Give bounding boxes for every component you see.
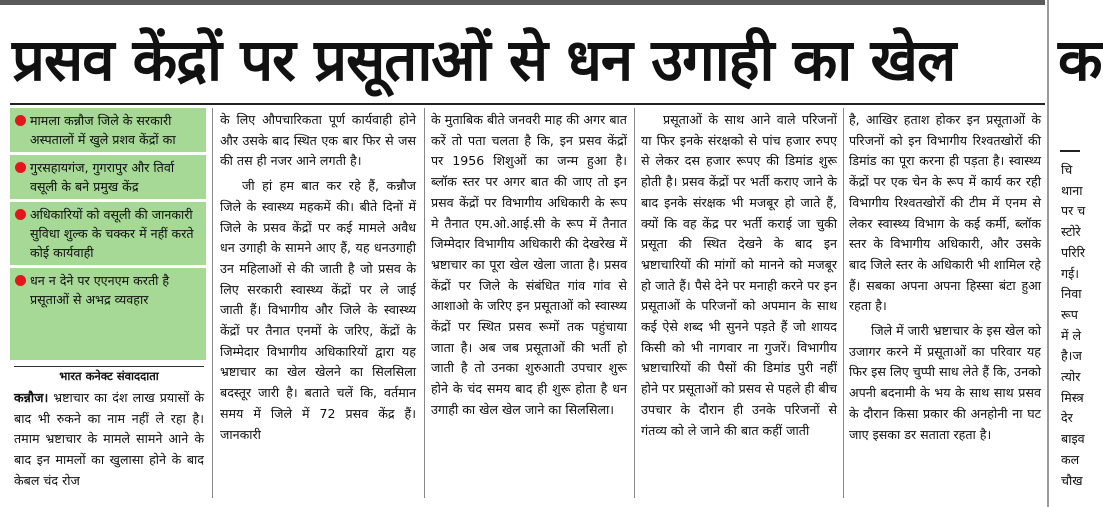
paragraph: है, आखिर हताश होकर इन प्रसूताओं के परिजनों को इन विभागीय रिश्वतखोरों की डिमांड का पूरा करना ही पड़ता है। स्वास्थ्य केंद्रों पर एक चेन के रूप में कार्य कर रही विभागीय रिश्वतखोरों की टीम में एनम से लेकर स्वास्थ्य विभाग के कई कर्मी, ब्लॉक स्तर के विभागीय अधिकारी, और उसके बाद जिले स्तर के अधिकारी भी शामिल रहे हैं। सबका अपना अपना हिस्सा बंटा हुआ रहता है। [849,112,1041,314]
column-divider [634,108,635,498]
fragment-line: बाइव [1061,431,1085,447]
fragment-line: है।ज [1061,348,1082,364]
fragment-line: चि [1061,162,1073,177]
fragment-line: परिरि [1061,244,1085,260]
highlight-text: अधिकारियों को वसूली की जानकारी सुविधा शुल्क के चक्कर में नहीं करते कोई कार्यवाही [30,207,194,260]
fragment-line: गई। [1061,265,1080,281]
paragraph: जिले में जारी भ्रष्टाचार के इस खेल को उजागर करने में प्रसूताओं का परिवार यह फिर इस लिए चुप्पी साध लेते हैं कि, उनको अपनी बदनामी के भय के साथ साथ प्रसव के दौरान किसा प्रकार की अनहोनी ना घट जाए इसका डर सताता रहता है। [849,323,1041,442]
highlight-text: धन न देने पर एएनएम करती है प्रसूताओं से अभद्र व्यवहार [30,273,170,307]
article-column-4 [641,110,837,441]
paragraph: के मुताबिक बीते जनवरी माह की अगर बात करें तो पता चलता है कि, इन प्रसव केंद्रों पर 1956 शिशुओं का जन्म हुआ है। ब्लॉक स्तर पर अगर बात की जाए तो इन प्रसव केंद्रों पर विभागीय अधिकारी के रूप मे तैनात एम.ओ.आई.सी के रूप में तैनात जिम्मेदार विभागीय अधिकारी की देखरेख में भ्रष्टाचार का पूरा खेल खेला जाता है। प्रसव केंद्रों पर जिले के संबंधित गांव गांव से आशाओ के जरिए इन प्रसूताओं को स्वास्थ्य केंद्रों पर स्थित प्रसव रूमों तक पहुंचाया जाता है। अब जब प्रसूताओं की भर्ती हो जाती है तो उनका शुरुआती उपचार शुरू होने के चंद समय बाद ही शुरू होता है धन उगाही का खेल खेल जाने का सिलसिला। [431,112,627,417]
highlight-item [10,268,206,312]
column-divider [212,108,213,498]
article-column-2 [220,110,416,445]
fragment-line: त्योर [1061,369,1081,385]
article-column-3 [431,110,627,421]
bullet-dot-icon [15,115,26,126]
column-divider [424,108,425,498]
headline: प्रसव केंद्रों पर प्रसूताओं से धन उगाही का खेल [12,26,956,94]
paragraph [14,388,204,492]
fragment-line: थाना [1061,182,1083,198]
adjacent-headline-fragment: क [1058,26,1103,94]
bullet-dot-icon [15,275,26,286]
article-column-5 [849,110,1041,445]
fragment-line: कल [1061,451,1080,467]
adjacent-article-fragments [1061,160,1086,491]
fragment-line: देर [1061,410,1073,426]
fragment-line: निवा [1061,286,1082,302]
paragraph: प्रसूताओं के साथ आने वाले परिजनों या फिर इनके संरक्षको से पांच हजार रुपए से लेकर दस हजार रूपए की डिमांड शुरू होती है। प्रसव केंद्रों पर भर्ती कराए जाने के बाद इनके संरक्षक भी मजबूर हो जाते हैं, क्यों कि वह केंद्र पर भर्ती कराई जा चुकी प्रसूता की स्थित देखने के बाद इन भ्रष्टाचारियों की मांगों को मानने को मजबूर हो जाते हैं। पैसे देने पर मनाही करने पर इन प्रसूताओं के परिजनों को अपमान के साथ कई ऐसे शब्द भी सुनने पड़ते हैं जो शायद किसी को भी नागवार ना गुजरें। विभागीय भ्रष्टाचारियों की पैसों की डिमांड पुरी नहीं होने पर प्रसूताओं को प्रसव से पहले ही बीच उपचार के दौरान ही उनके परिजनों से गंतव्य को ले जाने की बात कहीं जाती [641,112,837,438]
bullet-dot-icon [15,162,26,173]
fragment-line: पर च [1061,203,1086,219]
highlight-item [10,202,206,268]
highlight-item [10,108,206,155]
top-rule [0,0,1045,5]
fragment-line: रूप [1061,306,1078,322]
fragment-line: मिस्त्र [1061,389,1084,405]
bullet-dot-icon [15,209,26,220]
highlights-box [10,108,206,360]
highlight-text: गुरसहायगंज, गुगरापुर और तिर्वा वसूली के बने प्रमुख केंद्र [30,160,175,194]
article-column-1 [14,388,204,492]
fragment-line: में ले [1061,327,1082,343]
highlight-item [10,155,206,202]
headline-underline [10,103,1045,105]
adjacent-article-rule [1060,150,1080,152]
highlight-text: मामला कन्नौज जिले के सरकारी अस्पतालों में खुले प्रशव केंद्रों का [30,113,176,147]
paragraph-text: भ्रष्टाचार का दंश लाख प्रयासों के बाद भी रुकने का नाम नहीं ले रहा है। तमाम भ्रष्टाचार के मामले सामने आने के बाद इन मामलों का खुलासा होने के बाद केबल चंद रोज [14,390,204,488]
paragraph: जी हां हम बात कर रहे हैं, कन्नौज जिले के स्वास्थ्य महकमें की। बीते दिनों में जिले के प्रसव केंद्रों पर कई मामले अवैध धन उगाही के सामने आए हैं, यह धनउगाही उन महिलाओं से की जाती है जो प्रसव के लिए सरकारी स्वास्थ्य केंद्रों पर ले जाई जाती हैं। विभागीय और जिले के स्वास्थ्य केंद्रों पर तैनात एनमों के जरिए, केंद्रों के जिम्मेदार विभागीय अधिकारियों द्वारा यह भ्रष्टाचार का खेल खेलने का सिलसिला बदस्तूर जारी है। बताते चलें कि, वर्तमान समय में जिले में 72 प्रसव केंद्र हैं। जानकारी [220,178,416,442]
byline: भारत कनेक्ट संवाददाता [59,369,159,383]
paragraph: के लिए औपचारिकता पूर्ण कार्यवाही होने और उसके बाद स्थित एक बार फिर से जस की तस ही नजर आने लगती है। [220,112,416,169]
fragment-line: चौख [1061,472,1083,488]
column-divider [843,108,844,498]
page-column-divider [1047,0,1049,507]
fragment-line: स्टोरे [1061,224,1081,240]
dateline: कन्नौज। [14,390,49,405]
